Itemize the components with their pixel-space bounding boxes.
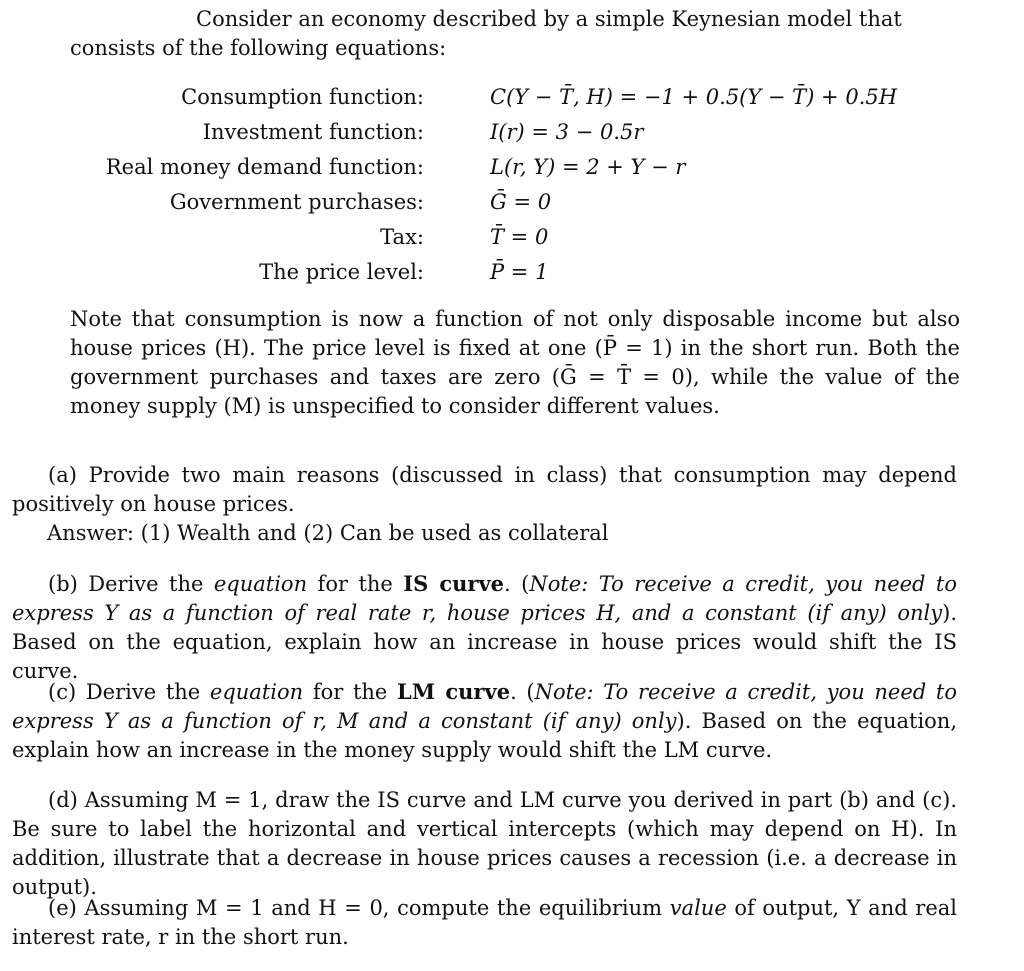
question-c-pre: (c) Derive the	[48, 680, 210, 704]
equation-label: Government purchases:	[169, 190, 424, 214]
question-b-pre: (b) Derive the	[48, 572, 214, 596]
question-b-post1: . (	[504, 572, 530, 596]
question-c-note: Note: To receive a credit, you need to express Y as a function of r, M and a constant (if any) only	[12, 680, 957, 733]
equation-expression: C(Y − T̄, H) = −1 + 0.5(Y − T̄) + 0.5H	[490, 85, 898, 109]
question-e	[12, 894, 957, 952]
equation-row	[0, 115, 1024, 150]
question-c-post1: . (	[510, 680, 535, 704]
equation-expression: T̄ = 0	[490, 225, 549, 249]
question-d	[12, 786, 957, 902]
answer-a: Answer: (1) Wealth and (2) Can be used as collateral	[47, 521, 609, 545]
question-b-post2: ). Based on the equation, explain how an increase in house prices would shift the IS curve.	[12, 601, 957, 683]
equation-expression: L(r, Y) = 2 + Y − r	[490, 155, 686, 179]
question-c-emphasis: equation	[209, 680, 304, 704]
equation-label: Real money demand function:	[105, 155, 424, 179]
question-a	[12, 461, 957, 519]
question-b-strong: IS curve	[403, 571, 505, 596]
equation-label: Consumption function:	[181, 85, 424, 109]
question-b	[12, 569, 957, 686]
intro-paragraph: Consider an economy described by a simple Keynesian model that consists of the following equations:	[70, 7, 902, 60]
question-c-mid: for the	[303, 680, 398, 704]
equation-row	[0, 220, 1024, 255]
note-paragraph: Note that consumption is now a function of not only disposable income but also house prices (H). The price level is fixed at one (P̄ = 1) in the short run. Both the government purchases and taxes are zero (Ḡ = T̄ = 0), while the value of the money supply (M) is unspecified to consider different values.	[70, 307, 960, 418]
equation-label: The price level:	[259, 260, 424, 284]
question-e-text	[12, 894, 957, 952]
equation-row	[0, 150, 1024, 185]
question-a-text: (a) Provide two main reasons (discussed in class) that consumption may depend positively on house prices.	[12, 463, 957, 516]
equation-expression: Ḡ = 0	[490, 190, 552, 214]
question-e-pre: (e) Assuming M = 1 and H = 0, compute the equilibrium	[48, 896, 670, 920]
equation-row	[0, 185, 1024, 220]
question-c-strong: LM curve	[397, 679, 511, 704]
question-b-emphasis: equation	[213, 572, 308, 596]
equation-expression: P̄ = 1	[490, 260, 549, 284]
equation-row	[0, 80, 1024, 115]
equation-expression: I(r) = 3 − 0.5r	[490, 120, 644, 144]
question-c-text	[12, 677, 957, 765]
question-e-emphasis: value	[669, 896, 727, 920]
question-d-text: (d) Assuming M = 1, draw the IS curve and LM curve you derived in part (b) and (c). Be sure to label the horizontal and vertical intercepts (which may depend on H). In addition, illustrate that a decrease in house prices causes a recession (i.e. a decrease in output).	[12, 788, 957, 899]
question-e-post: of output, Y and real interest rate, r in the short run.	[12, 896, 957, 949]
equation-label: Tax:	[380, 225, 424, 249]
question-b-note: Note: To receive a credit, you need to express Y as a function of real rate r, house prices H, and a constant (if any) only	[12, 572, 958, 625]
equation-label: Investment function:	[202, 120, 424, 144]
equation-row	[0, 255, 1024, 290]
question-c	[12, 677, 957, 765]
question-c-post2: ). Based on the equation, explain how an increase in the money supply would shift the LM curve.	[12, 709, 957, 762]
question-b-text	[12, 569, 957, 686]
question-b-mid: for the	[307, 572, 404, 596]
